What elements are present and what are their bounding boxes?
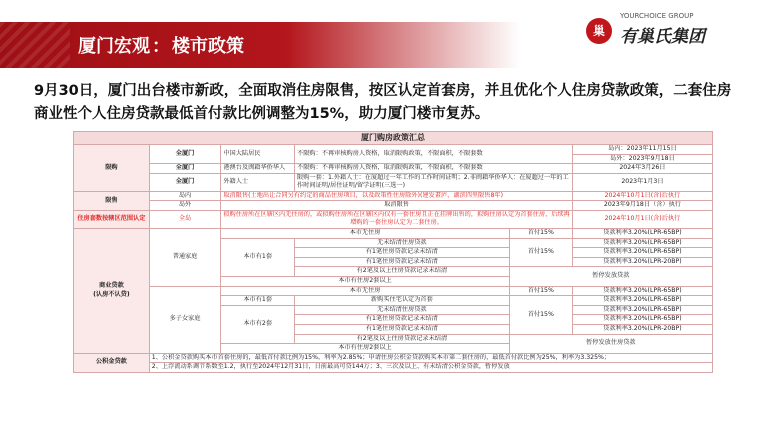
category-xiangou: 限购 [74,145,150,192]
loan-suspended-cell: 暂停发放住房贷款 [509,334,712,353]
rule-cell: 取消限售(土地出让合同另有约定的商品住房项目，以及政策性住房除外)(建发畫庐、湖滨四里限售8年) [221,191,573,201]
scope-cell: 全厦门 [149,173,221,191]
buyer-type-cell: 外籍人士 [221,173,295,191]
category-xianshou: 限售 [74,191,150,210]
company-logo [580,10,750,54]
condition-cell: 本市有住房2套以上 [221,276,509,286]
rate-cell: 贷款利率3.20%(LPR-65BP) [572,286,712,296]
family-type-cell: 普通家庭 [149,228,221,286]
provident-fund-line-1: 1、公积金贷款购买本市首套住房的，最低首付款比例为15%，利率为2.85%；申请住房公积金贷款购买本市第二套住房的，最低首付款比例为25%，利率为3.325%； [149,353,712,363]
condition-cell: 本市有1套 [221,296,295,306]
down-payment-cell: 首付15% [509,286,572,296]
sub-condition-cell: 有2笔及以上住房贷款记录未结清 [295,267,510,277]
scope-cell: 全厦门 [149,164,221,174]
category-shangdai-label: 商业贷款 [99,282,124,290]
slide-title-main: 厦门宏观 [78,36,150,57]
slide-subtitle: 楼市政策 [172,36,244,57]
headline-text: 9月30日，厦门出台楼市新政，全面取消住房限售，按区认定首套房，并且优化个人住房贷款政策，二套住房商业性个人住房贷款最低首付款比例调整为15%，助力厦门楼市复苏。 [34,83,732,122]
buyer-type-cell: 中国大陆居民 [221,145,295,164]
date-cell: 2024年10月1日(含)后执行 [572,191,712,201]
condition-cell: 本市有住房2套以上 [221,344,509,354]
rule-cell: 不限购：不再审核购房人资格，取消限购政策，不限面积，不限套数 [295,164,573,174]
family-type-cell: 多子女家庭 [149,286,221,353]
condition-cell: 本市无住房 [221,228,509,238]
scope-cell: 全厦门 [149,145,221,164]
sub-condition-cell: 无未结清住房贷款 [295,305,510,315]
down-payment-cell: 首付15% [509,238,572,267]
rule-cell: 拟购住房所在区辖区内无住房的，或拟购住房所在区辖区内仅有一套住房且正在挂牌出售的，拟购住房认定为首套住房，后续再增购的一套住房认定为二套住房。 [221,210,573,228]
category-shangdai [74,228,150,353]
rate-cell: 贷款利率3.20%(LPR-65BP) [572,248,712,258]
down-payment-cell: 首付15% [509,228,572,238]
rate-cell: 贷款利率3.20%(LPR-65BP) [572,228,712,238]
provident-fund-line-2: 2、上浮流动系调节系数至1.2，执行至2024年12月31日，日前最高可贷144万；3、三次及以上、有未结清公积金贷款，暂停发放 [149,363,712,373]
category-shangdai-note: (认房不认贷) [93,290,130,298]
rate-cell: 贷款利率3.20%(LPR-65BP) [572,305,712,315]
loan-suspended-cell: 暂停发放贷款 [509,267,712,286]
table-row [74,191,713,201]
table-caption: 厦门购房政策汇总 [74,132,713,145]
rate-cell: 贷款利率3.20%(LPR-65BP) [572,315,712,325]
down-payment-cell: 首付15% [509,296,572,334]
date-cell: 岛外：2023年9月18日 [572,154,712,164]
area-cell: 岛内 [149,191,221,201]
category-gongjijin: 公积金贷款 [74,353,150,372]
date-cell: 2023年1月3日 [572,173,712,191]
date-cell: 2024年10月1日(含)后执行 [572,210,712,228]
rule-cell: 取消限售 [221,201,573,211]
sub-condition-cell: 新购买住宅认定为首套 [295,296,510,306]
sub-condition-cell: 无未结清住房贷款 [295,238,510,248]
condition-cell: 本市有1套 [221,238,295,276]
table-row [74,228,713,238]
banner-decoration [0,22,70,68]
sub-condition-cell: 有2笔及以上住房贷款记录未结清 [295,334,510,344]
rate-cell: 贷款利率3.20%(LPR-65BP) [572,296,712,306]
rule-cell: 不限购：不再审核购房人资格，取消限购政策，不限面积，不限套数 [295,145,573,164]
logo-chinese-name: 有巢氏集团 [620,27,705,47]
slide-title [78,32,244,58]
table-row [74,363,713,373]
date-cell: 2023年9月18日（含）执行 [572,201,712,211]
sub-condition-cell: 有1笔住房贷款记录未结清 [295,315,510,325]
sub-condition-cell: 有1笔住房贷款记录未结清 [295,248,510,258]
sub-condition-cell: 有1笔住房贷款记录未结清 [295,257,510,267]
rate-cell: 贷款利率3.20%(LPR-20BP) [572,257,712,267]
category-renting: 住房套数按辖区范围认定 [74,210,150,228]
slide-title-separator: ： [152,36,170,57]
policy-summary-table [73,131,713,373]
condition-cell: 本市有2套 [221,305,295,343]
date-cell: 岛内：2023年11月15日 [572,145,712,155]
area-cell: 全岛 [149,210,221,228]
table-row [74,353,713,363]
table-row [74,201,713,211]
rate-cell: 贷款利率3.20%(LPR-65BP) [572,238,712,248]
date-cell: 2024年3月26日 [572,164,712,174]
logo-mark-icon: 巢 [586,18,612,44]
table-caption-row [74,132,713,145]
sub-condition-cell: 有1笔住房贷款记录未结清 [295,324,510,334]
logo-english-name: YOURCHOICE GROUP [620,12,694,20]
title-banner [0,22,520,68]
rule-cell: 限购一套：1.外籍人士：在厦超过一年工作的工作时间证明；2.非闽籍华侨华人：在厦超过一年的工作时间证明/居住证明/留学证明(三选一) [295,173,573,191]
condition-cell: 本市无住房 [221,286,509,296]
table-row [74,286,713,296]
buyer-type-cell: 港澳台及闽籍华侨华人 [221,164,295,174]
table-row [74,164,713,174]
rate-cell: 贷款利率3.20%(LPR-20BP) [572,324,712,334]
table-row [74,173,713,191]
table-row [74,145,713,155]
area-cell: 岛外 [149,201,221,211]
table-row [74,210,713,228]
